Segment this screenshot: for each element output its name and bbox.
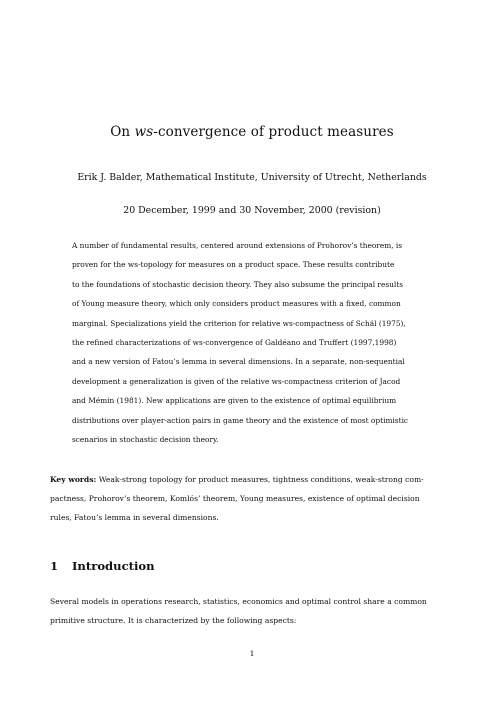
abstract-line: proven for the ws-topology for measures on a product space. These results contribute bbox=[72, 260, 395, 270]
abstract-line: and Mémin (1981). New applications are given to the existence of optimal equilibrium bbox=[72, 396, 397, 406]
abstract-line: scenarios in stochastic decision theory. bbox=[72, 435, 219, 445]
title-prefix: On bbox=[110, 124, 135, 140]
section-heading bbox=[50, 559, 155, 573]
author-line: Erik J. Balder, Mathematical Institute, University of Utrecht, Netherlands bbox=[77, 172, 427, 183]
date-line: 20 December, 1999 and 30 November, 2000 (revision) bbox=[123, 205, 381, 216]
paper-title bbox=[0, 124, 504, 140]
section-number: 1 bbox=[50, 559, 59, 573]
keywords-text: Weak-strong topology for product measures, tightness conditions, weak-strong com- bbox=[96, 475, 424, 484]
abstract-line: to the foundations of stochastic decision theory. They also subsume the principal results bbox=[72, 279, 404, 289]
abstract-line: distributions over player-action pairs in game theory and the existence of most optimistic bbox=[72, 415, 409, 425]
keywords-line bbox=[50, 470, 454, 489]
intro-line: Several models in operations research, statistics, economics and optimal control share a common bbox=[50, 597, 427, 606]
abstract-line: development a generalization is given of the relative ws-compactness criterion of Jacod bbox=[72, 376, 401, 386]
abstract-line: A number of fundamental results, centered around extensions of Prohorov’s theorem, is bbox=[72, 241, 403, 250]
keywords-line: pactness, Prohorov’s theorem, Komlós’ theorem, Young measures, existence of optimal decision bbox=[50, 494, 420, 504]
title-variable: ws bbox=[134, 124, 154, 140]
page-number: 1 bbox=[249, 649, 255, 658]
keywords-line: rules, Fatou’s lemma in several dimensions. bbox=[50, 513, 219, 523]
keywords bbox=[50, 470, 454, 528]
keywords-label: Key words: bbox=[50, 475, 97, 484]
abstract-line: and a new version of Fatou’s lemma in several dimensions. In a separate, non-sequential bbox=[72, 357, 405, 367]
section-title: Introduction bbox=[72, 559, 155, 573]
title-suffix: -convergence of product measures bbox=[153, 124, 394, 140]
abstract bbox=[72, 236, 436, 449]
abstract-line: the refined characterizations of ws-convergence of Galdéano and Truffert (1997,1998) bbox=[72, 338, 397, 348]
abstract-line: of Young measure theory, which only considers product measures with a fixed, common bbox=[72, 299, 401, 309]
abstract-line: marginal. Specializations yield the criterion for relative ws-compactness of Schäl (1975), bbox=[72, 318, 406, 328]
introduction-paragraph bbox=[50, 592, 454, 630]
intro-line: primitive structure. It is characterized by the following aspects: bbox=[50, 616, 297, 626]
